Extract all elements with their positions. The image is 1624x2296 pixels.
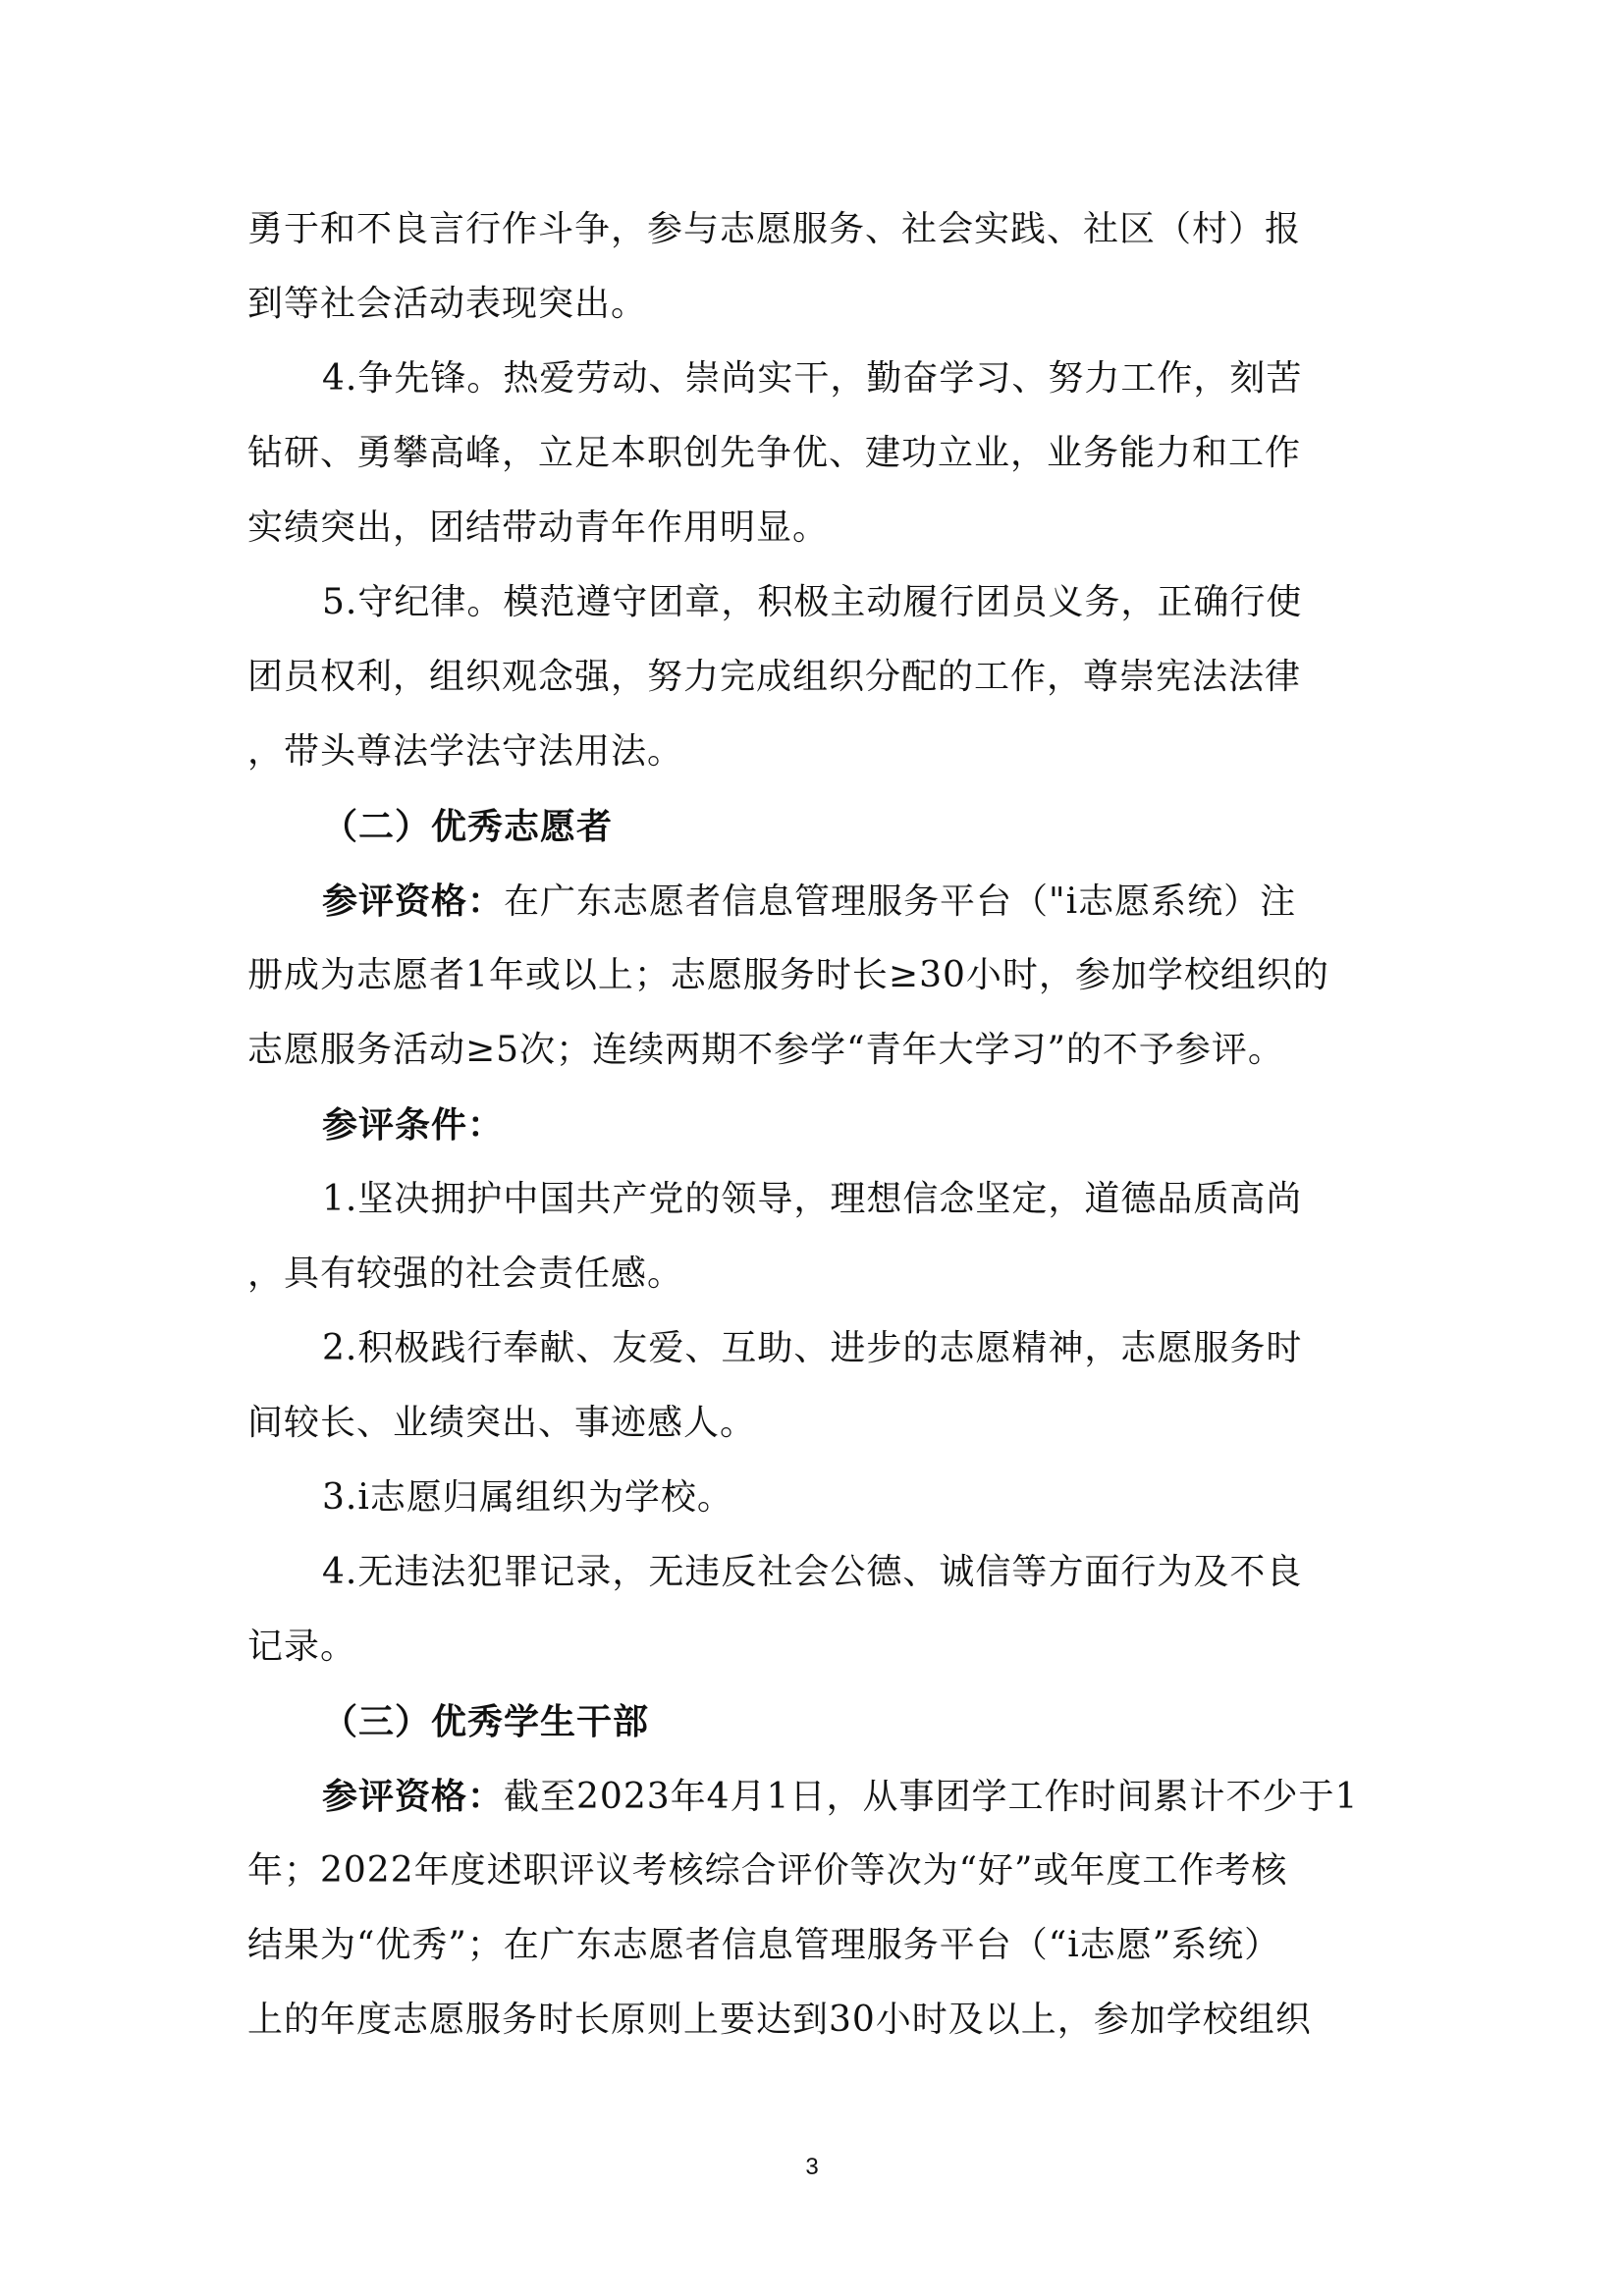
section-heading: （二）优秀志愿者 [322,806,614,847]
paragraph-line: 勇于和不良言行作斗争，参与志愿服务、社会实践、社区（村）报 [247,209,1302,249]
paragraph-line: 年；2022年度述职评议考核综合评价等次为“好”或年度工作考核 [247,1850,1288,1891]
paragraph-line: 实绩突出，团结带动青年作用明显。 [247,507,830,548]
paragraph-text: 截至2023年4月1日，从事团学工作时间累计不少于1 [504,1777,1359,1817]
page-number: 3 [805,2154,819,2180]
paragraph-line: 册成为志愿者1年或以上；志愿服务时长≥30小时，参加学校组织的 [247,955,1329,995]
paragraph-line: 间较长、业绩突出、事迹感人。 [247,1403,757,1443]
paragraph-line: ，具有较强的社会责任感。 [247,1254,684,1294]
document-page [247,192,1386,2057]
paragraph-line: 钻研、勇攀高峰，立足本职创先争优、建功立业，业务能力和工作 [247,433,1302,473]
paragraph-text: 在广东志愿者信息管理服务平台（"i志愿系统）注 [504,881,1297,922]
qualification-label: 参评资格： [322,1776,505,1817]
list-item: 2.积极践行奉献、友爱、互助、进步的志愿精神，志愿服务时 [322,1328,1303,1368]
paragraph-line: 团员权利，组织观念强，努力完成组织分配的工作，尊崇宪法法律 [247,657,1302,697]
paragraph-line: 志愿服务活动≥5次；连续两期不参学“青年大学习”的不予参评。 [247,1030,1284,1070]
paragraph-line: 结果为“优秀”；在广东志愿者信息管理服务平台（“i志愿”系统） [247,1925,1281,1965]
list-item: 1.坚决拥护中国共产党的领导，理想信念坚定，道德品质高尚 [322,1179,1303,1219]
paragraph-line: 记录。 [247,1627,357,1667]
list-item: 4.争先锋。热爱劳动、崇尚实干，勤奋学习、努力工作，刻苦 [322,358,1303,399]
list-item: 3.i志愿归属组织为学校。 [322,1477,733,1518]
qualification-label: 参评资格： [322,881,505,922]
list-item: 5.守纪律。模范遵守团章，积极主动履行团员义务，正确行使 [322,582,1303,622]
section-heading: （三）优秀学生干部 [322,1701,650,1742]
paragraph-line: ，带头尊法学法守法用法。 [247,731,684,772]
conditions-label: 参评条件： [322,1104,505,1146]
paragraph-line [247,864,1386,938]
paragraph-line [247,1759,1386,1834]
paragraph-line: 上的年度志愿服务时长原则上要达到30小时及以上，参加学校组织 [247,2000,1312,2040]
paragraph-line: 到等社会活动表现突出。 [247,284,648,324]
list-item: 4.无违法犯罪记录，无违反社会公德、诚信等方面行为及不良 [322,1552,1303,1592]
